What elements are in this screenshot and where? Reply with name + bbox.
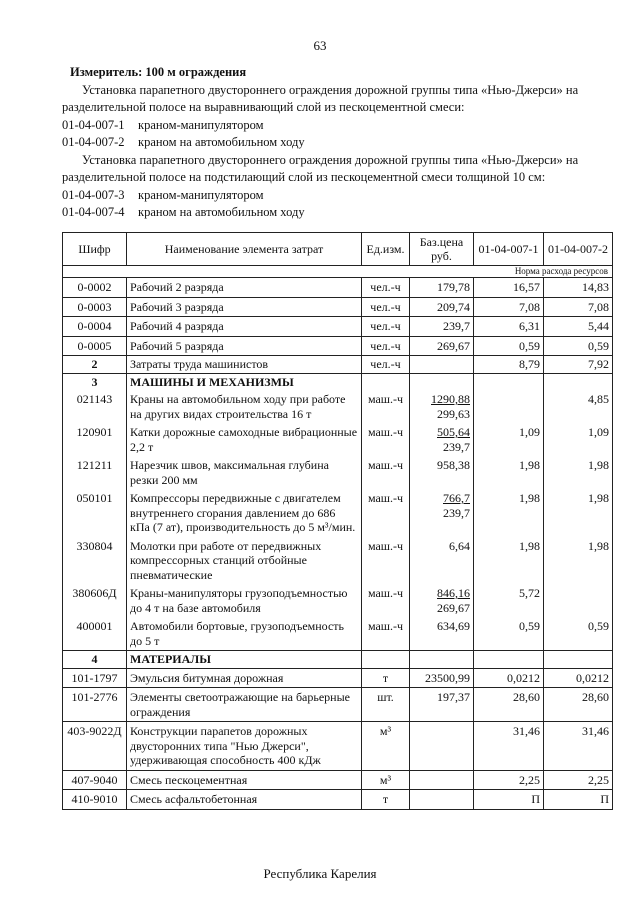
table-row xyxy=(63,278,613,298)
measure-label: Измеритель: 100 м ограждения xyxy=(70,65,247,79)
materials-section-row xyxy=(63,651,613,669)
cell-name: Нарезчик швов, максимальная глубина резки 200 мм xyxy=(127,456,362,489)
cell-unit: чел.-ч xyxy=(362,297,410,317)
cell-empty xyxy=(474,373,544,390)
cell-price xyxy=(410,390,474,423)
section-number: 4 xyxy=(63,651,127,669)
cell-code: 2 xyxy=(63,356,127,374)
price-base: 846,16 xyxy=(437,586,470,600)
price-wage: 239,7 xyxy=(443,505,470,520)
cell-value-1: П xyxy=(474,790,544,810)
cell-value-2: 0,0212 xyxy=(544,668,613,688)
cell-price xyxy=(410,722,474,771)
cell-price: 958,38 xyxy=(410,456,474,489)
cell-price xyxy=(410,770,474,790)
cell-code: 101-2776 xyxy=(63,688,127,722)
cell-name: Компрессоры передвижные с двигателем внутреннего сгорания давлением до 686 кПа (7 ат), производительность до 5 м³/мин. xyxy=(127,489,362,537)
group2-description: Установка парапетного двустороннего ограждения дорожной группы типа «Нью-Джерси» на разделительной полосе на подстилающий слой из пескоцементной смеси толщиной 10 см: xyxy=(62,152,579,184)
cell-code: 021143 xyxy=(63,390,127,423)
cell-empty xyxy=(410,651,474,669)
cell-unit: маш.-ч xyxy=(362,537,410,585)
cell-empty xyxy=(410,373,474,390)
item-code: 01-04-007-2 xyxy=(62,135,125,149)
cell-value-1: 28,60 xyxy=(474,688,544,722)
cell-name: Рабочий 2 разряда xyxy=(127,278,362,298)
item-code: 01-04-007-3 xyxy=(62,187,125,202)
cell-unit: маш.-ч xyxy=(362,423,410,456)
item-text: краном-манипулятором xyxy=(138,117,264,132)
cell-unit: чел.-ч xyxy=(362,336,410,356)
cell-value-1: 1,98 xyxy=(474,489,544,537)
cell-name: Элементы светоотражающие на барьерные ограждения xyxy=(127,688,362,722)
cell-value-2: 0,59 xyxy=(544,617,613,651)
table-row xyxy=(63,770,613,790)
header-price: Баз.цена руб. xyxy=(410,233,474,266)
cell-code: 0-0003 xyxy=(63,297,127,317)
cell-unit: чел.-ч xyxy=(362,278,410,298)
cell-name: Смесь асфальтобетонная xyxy=(127,790,362,810)
header-unit: Ед.изм. xyxy=(362,233,410,266)
item-code: 01-04-007-1 xyxy=(62,117,125,132)
group2-item xyxy=(62,204,607,222)
cell-value-1: 16,57 xyxy=(474,278,544,298)
machines-section-row xyxy=(63,373,613,390)
cell-unit: м³ xyxy=(362,722,410,771)
cell-price: 6,64 xyxy=(410,537,474,585)
cell-value-1: 1,98 xyxy=(474,456,544,489)
intro-block xyxy=(62,64,607,222)
section-title: МАШИНЫ И МЕХАНИЗМЫ xyxy=(127,373,362,390)
table-header-row xyxy=(63,233,613,266)
cell-code: 407-9040 xyxy=(63,770,127,790)
table-row xyxy=(63,317,613,337)
cell-unit: т xyxy=(362,668,410,688)
footer-region: Республика Карелия xyxy=(263,866,377,881)
cell-name: Молотки при работе от передвижных компрессорных станций отбойные пневматические xyxy=(127,537,362,585)
table-row xyxy=(63,336,613,356)
cell-code: 121211 xyxy=(63,456,127,489)
header-col1: 01-04-007-1 xyxy=(474,233,544,266)
cell-value-1: 1,98 xyxy=(474,537,544,585)
cell-code: 120901 xyxy=(63,423,127,456)
cell-unit: маш.-ч xyxy=(362,390,410,423)
price-base: 766,7 xyxy=(443,491,470,505)
cell-unit: маш.-ч xyxy=(362,617,410,651)
cell-code: 400001 xyxy=(63,617,127,651)
machinist-row xyxy=(63,356,613,374)
cell-value-2: 7,08 xyxy=(544,297,613,317)
cell-price xyxy=(410,356,474,374)
section-number: 3 xyxy=(63,373,127,390)
cell-empty xyxy=(362,373,410,390)
cell-value-2: 0,59 xyxy=(544,336,613,356)
table-row xyxy=(63,456,613,489)
price-base: 505,64 xyxy=(437,425,470,439)
cell-name: Смесь пескоцементная xyxy=(127,770,362,790)
cell-name: Рабочий 3 разряда xyxy=(127,297,362,317)
resource-table xyxy=(62,232,613,810)
table-row xyxy=(63,390,613,423)
table-row xyxy=(63,297,613,317)
cell-unit: чел.-ч xyxy=(362,356,410,374)
cell-name: Краны на автомобильном ходу при работе на других видах строительства 16 т xyxy=(127,390,362,423)
header-code: Шифр xyxy=(63,233,127,266)
cell-value-2 xyxy=(544,584,613,617)
item-code: 01-04-007-4 xyxy=(62,205,125,219)
cell-value-2: 1,09 xyxy=(544,423,613,456)
cell-empty xyxy=(544,651,613,669)
cell-price: 634,69 xyxy=(410,617,474,651)
price-wage: 239,7 xyxy=(443,439,470,454)
cell-value-2: 7,92 xyxy=(544,356,613,374)
header-col2: 01-04-007-2 xyxy=(544,233,613,266)
cell-empty xyxy=(362,651,410,669)
cell-code: 0-0005 xyxy=(63,336,127,356)
cell-value-2: 4,85 xyxy=(544,390,613,423)
cell-name: Рабочий 5 разряда xyxy=(127,336,362,356)
cell-unit: чел.-ч xyxy=(362,317,410,337)
cell-name: Эмульсия битумная дорожная xyxy=(127,668,362,688)
cell-price xyxy=(410,489,474,537)
cell-code: 380606Д xyxy=(63,584,127,617)
cell-price: 269,67 xyxy=(410,336,474,356)
cell-value-2: 14,83 xyxy=(544,278,613,298)
cell-price: 239,7 xyxy=(410,317,474,337)
cell-value-1: 2,25 xyxy=(474,770,544,790)
cell-value-1: 0,59 xyxy=(474,617,544,651)
cell-value-1: 0,59 xyxy=(474,336,544,356)
header-name: Наименование элемента затрат xyxy=(127,233,362,266)
table-row xyxy=(63,617,613,651)
cell-code: 0-0002 xyxy=(63,278,127,298)
cell-price: 197,37 xyxy=(410,688,474,722)
cell-name: Катки дорожные самоходные вибрационные 2,2 т xyxy=(127,423,362,456)
group1-description: Установка парапетного двустороннего ограждения дорожной группы типа «Нью-Джерси» на разделительной полосе на выравнивающий слой из пескоцементной смеси: xyxy=(62,82,579,114)
cell-empty xyxy=(544,373,613,390)
cell-value-2: 2,25 xyxy=(544,770,613,790)
cell-unit: маш.-ч xyxy=(362,489,410,537)
cell-value-1: 31,46 xyxy=(474,722,544,771)
item-text: краном на автомобильном ходу xyxy=(138,205,305,219)
cell-value-2: 5,44 xyxy=(544,317,613,337)
cell-value-2: 31,46 xyxy=(544,722,613,771)
cell-name: Конструкции парапетов дорожных двусторонних типа "Нью Джерси", удерживающая способность 400 кДж xyxy=(127,722,362,771)
table-row xyxy=(63,688,613,722)
cell-value-1: 0,0212 xyxy=(474,668,544,688)
cell-name: Краны-манипуляторы грузоподъемностью до 4 т на базе автомобиля xyxy=(127,584,362,617)
cell-value-1: 5,72 xyxy=(474,584,544,617)
group2-item xyxy=(62,187,607,205)
item-text: краном на автомобильном ходу xyxy=(138,135,305,149)
cell-name: Рабочий 4 разряда xyxy=(127,317,362,337)
price-wage: 269,67 xyxy=(437,600,470,615)
cell-price xyxy=(410,584,474,617)
norm-label: Норма расхода ресурсов xyxy=(63,266,613,278)
cell-unit: маш.-ч xyxy=(362,456,410,489)
table-row xyxy=(63,489,613,537)
cell-price xyxy=(410,790,474,810)
cell-empty xyxy=(474,651,544,669)
cell-value-2: 1,98 xyxy=(544,537,613,585)
cell-code: 050101 xyxy=(63,489,127,537)
norm-row xyxy=(63,266,613,278)
cell-value-1: 1,09 xyxy=(474,423,544,456)
cell-value-2: П xyxy=(544,790,613,810)
cell-name: Затраты труда машинистов xyxy=(127,356,362,374)
cell-code: 410-9010 xyxy=(63,790,127,810)
cell-price xyxy=(410,423,474,456)
cell-value-1 xyxy=(474,390,544,423)
cell-code: 403-9022Д xyxy=(63,722,127,771)
cell-code: 0-0004 xyxy=(63,317,127,337)
table-row xyxy=(63,537,613,585)
table-row xyxy=(63,584,613,617)
item-text: краном-манипулятором xyxy=(138,187,264,202)
table-row xyxy=(63,668,613,688)
price-base: 1290,88 xyxy=(431,392,470,406)
cell-value-2: 28,60 xyxy=(544,688,613,722)
cell-price: 209,74 xyxy=(410,297,474,317)
table-row xyxy=(63,790,613,810)
cell-price: 23500,99 xyxy=(410,668,474,688)
cell-code: 101-1797 xyxy=(63,668,127,688)
section-title: МАТЕРИАЛЫ xyxy=(127,651,362,669)
table-row xyxy=(63,423,613,456)
group1-item xyxy=(62,134,607,152)
cell-unit: т xyxy=(362,790,410,810)
page-number: 63 xyxy=(313,38,327,53)
table-row xyxy=(63,722,613,771)
cell-value-1: 8,79 xyxy=(474,356,544,374)
cell-value-1: 7,08 xyxy=(474,297,544,317)
cell-unit: м³ xyxy=(362,770,410,790)
group1-item xyxy=(62,117,607,135)
cell-value-1: 6,31 xyxy=(474,317,544,337)
cell-unit: маш.-ч xyxy=(362,584,410,617)
cell-unit: шт. xyxy=(362,688,410,722)
cell-code: 330804 xyxy=(63,537,127,585)
cell-value-2: 1,98 xyxy=(544,489,613,537)
cell-price: 179,78 xyxy=(410,278,474,298)
price-wage: 299,63 xyxy=(437,406,470,421)
cell-value-2: 1,98 xyxy=(544,456,613,489)
cell-name: Автомобили бортовые, грузоподъемность до 5 т xyxy=(127,617,362,651)
